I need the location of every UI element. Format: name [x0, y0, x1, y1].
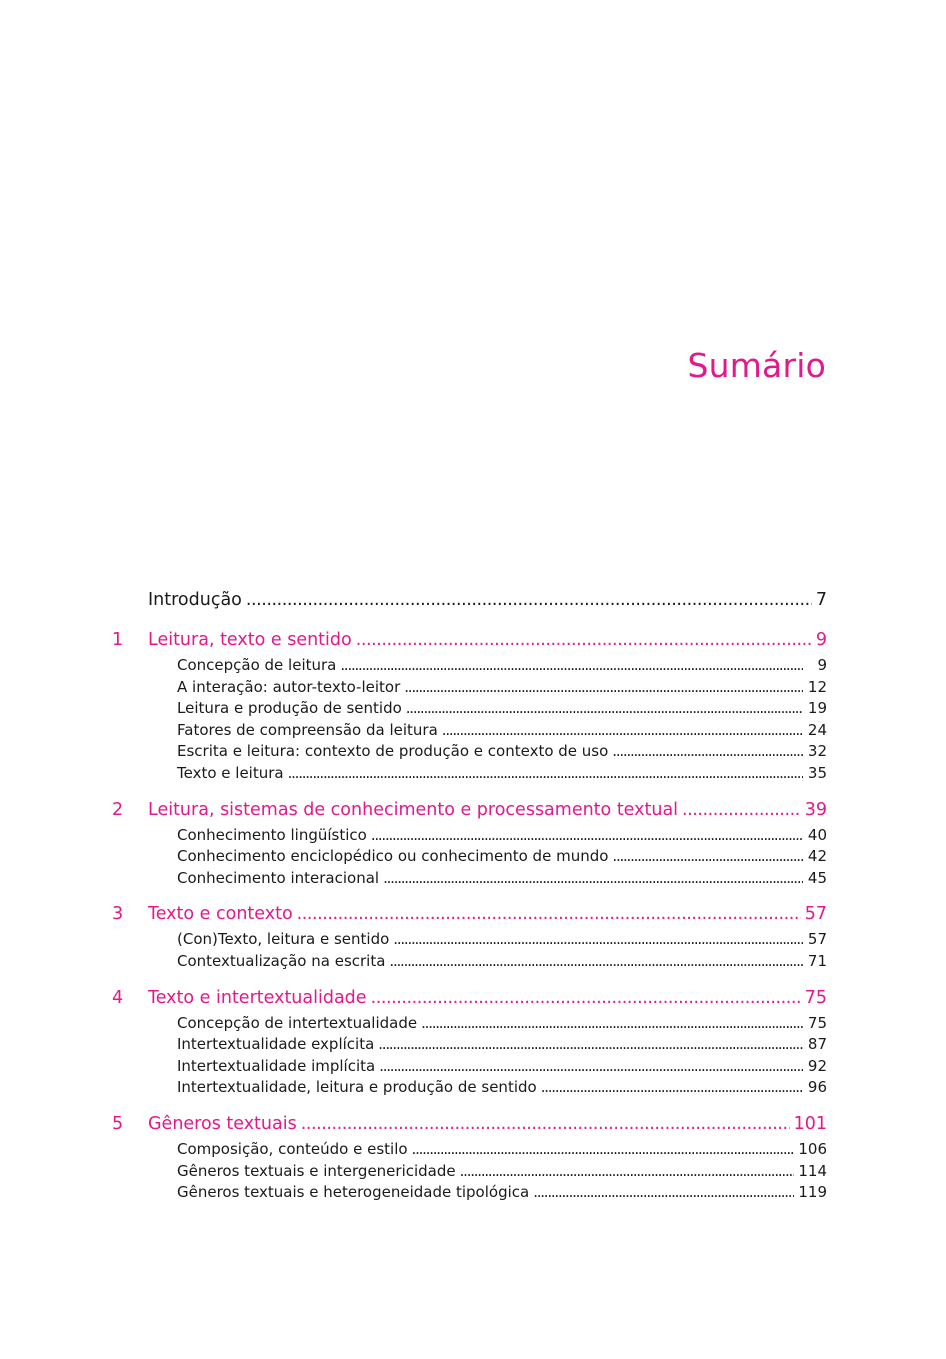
chapter-title: Leitura, texto e sentido [148, 630, 352, 650]
toc-chapter-4[interactable] [112, 988, 827, 1014]
chapter-page: 75 [804, 987, 827, 1008]
section-page: 32 [807, 742, 827, 761]
toc-chapter-group [112, 904, 827, 973]
section-page: 40 [807, 825, 827, 844]
dot-leader [612, 742, 803, 760]
toc-entry-page: 7 [815, 590, 827, 610]
chapter-title: Texto e contexto [148, 904, 293, 925]
dot-leader [393, 930, 803, 948]
dot-leader [541, 1078, 803, 1096]
chapter-title: Texto e intertextualidade [148, 987, 367, 1008]
toc-section-entry[interactable] [112, 1078, 827, 1100]
toc-section-entry[interactable] [112, 721, 827, 743]
toc-chapter-group [112, 988, 827, 1100]
section-page: 42 [807, 847, 827, 866]
section-page: 106 [798, 1139, 827, 1158]
chapter-number: 2 [112, 799, 124, 820]
section-title: Intertextualidade, leitura e produção de sentido [177, 1078, 537, 1097]
dot-leader [533, 1183, 794, 1201]
toc-section-entry[interactable] [112, 764, 827, 786]
section-title: Conhecimento enciclopédico ou conhecimento de mundo [177, 847, 609, 866]
toc-chapter-3[interactable] [112, 904, 827, 930]
chapter-title: Leitura, sistemas de conhecimento e processamento textual [148, 799, 679, 820]
section-page: 12 [807, 677, 827, 696]
section-page: 87 [807, 1035, 827, 1054]
page-title: Sumário [687, 346, 826, 385]
toc-chapter-group [112, 1114, 827, 1205]
toc-section-entry[interactable] [112, 1057, 827, 1079]
toc-chapter-group [112, 630, 827, 786]
dot-leader [297, 904, 801, 924]
dot-leader [612, 847, 803, 865]
toc-chapter-1[interactable] [112, 630, 827, 656]
toc-chapter-group [112, 800, 827, 891]
dot-leader [412, 1140, 795, 1158]
chapter-number: 1 [112, 630, 124, 650]
dot-leader [371, 826, 803, 844]
section-title: Concepção de intertextualidade [177, 1013, 418, 1032]
toc-section-entry[interactable] [112, 656, 827, 678]
section-title: A interação: autor-texto-leitor [177, 677, 401, 696]
section-page: 119 [798, 1183, 827, 1202]
section-title: Conhecimento lingüístico [177, 825, 367, 844]
chapter-title: Gêneros textuais [148, 1113, 297, 1134]
section-title: Intertextualidade explícita [177, 1035, 375, 1054]
toc-section-entry[interactable] [112, 826, 827, 848]
dot-leader [460, 1162, 795, 1180]
section-title: Fatores de compreensão da leitura [177, 720, 438, 739]
chapter-number: 5 [112, 1113, 124, 1134]
toc-section-entry[interactable] [112, 1183, 827, 1205]
section-title: Gêneros textuais e heterogeneidade tipológica [177, 1183, 530, 1202]
dot-leader [682, 800, 801, 820]
section-page: 114 [798, 1161, 827, 1180]
dot-leader [246, 590, 812, 610]
section-page: 9 [817, 656, 827, 674]
section-title: Texto e leitura [177, 763, 284, 782]
toc-section-entry[interactable] [112, 1035, 827, 1057]
toc-section-entry[interactable] [112, 930, 827, 952]
dot-leader [379, 1057, 803, 1075]
section-title: (Con)Texto, leitura e sentido [177, 930, 390, 949]
dot-leader [389, 952, 803, 970]
toc-entry-intro[interactable] [112, 590, 827, 616]
section-page: 19 [807, 699, 827, 718]
toc-section-entry[interactable] [112, 952, 827, 974]
toc-chapter-2[interactable] [112, 800, 827, 826]
toc-section-entry[interactable] [112, 1014, 827, 1036]
section-title: Conhecimento interacional [177, 868, 380, 887]
dot-leader [340, 656, 803, 674]
section-page: 75 [807, 1013, 827, 1032]
section-title: Contextualização na escrita [177, 951, 386, 970]
section-page: 71 [807, 951, 827, 970]
section-title: Concepção de leitura [177, 656, 337, 674]
section-page: 92 [807, 1056, 827, 1075]
section-title: Escrita e leitura: contexto de produção e contexto de uso [177, 742, 609, 761]
toc-chapter-5[interactable] [112, 1114, 827, 1140]
section-page: 96 [807, 1078, 827, 1097]
section-page: 45 [807, 868, 827, 887]
toc-entry-label: Introdução [148, 590, 242, 610]
toc-section-entry[interactable] [112, 678, 827, 700]
toc-section-entry[interactable] [112, 1162, 827, 1184]
dot-leader [383, 869, 803, 887]
dot-leader [442, 721, 803, 739]
toc-section-entry[interactable] [112, 847, 827, 869]
dot-leader [288, 764, 803, 782]
dot-leader [301, 1114, 790, 1134]
dot-leader [356, 630, 812, 650]
toc-section-entry[interactable] [112, 742, 827, 764]
chapter-page: 9 [815, 630, 827, 650]
toc-section-entry[interactable] [112, 869, 827, 891]
section-title: Gêneros textuais e intergenericidade [177, 1161, 456, 1180]
section-title: Composição, conteúdo e estilo [177, 1139, 408, 1158]
section-page: 57 [807, 930, 827, 949]
dot-leader [421, 1014, 803, 1032]
section-page: 24 [807, 720, 827, 739]
chapter-page: 57 [804, 904, 827, 925]
dot-leader [378, 1035, 803, 1053]
section-title: Leitura e produção de sentido [177, 699, 402, 718]
toc-section-entry[interactable] [112, 699, 827, 721]
dot-leader [371, 988, 801, 1008]
table-of-contents [112, 590, 827, 1219]
chapter-number: 4 [112, 987, 124, 1008]
section-page: 35 [807, 763, 827, 782]
dot-leader [406, 699, 803, 717]
toc-section-entry[interactable] [112, 1140, 827, 1162]
chapter-number: 3 [112, 904, 124, 925]
chapter-page: 101 [793, 1113, 827, 1134]
section-title: Intertextualidade implícita [177, 1056, 376, 1075]
dot-leader [404, 678, 803, 696]
chapter-page: 39 [804, 799, 827, 820]
